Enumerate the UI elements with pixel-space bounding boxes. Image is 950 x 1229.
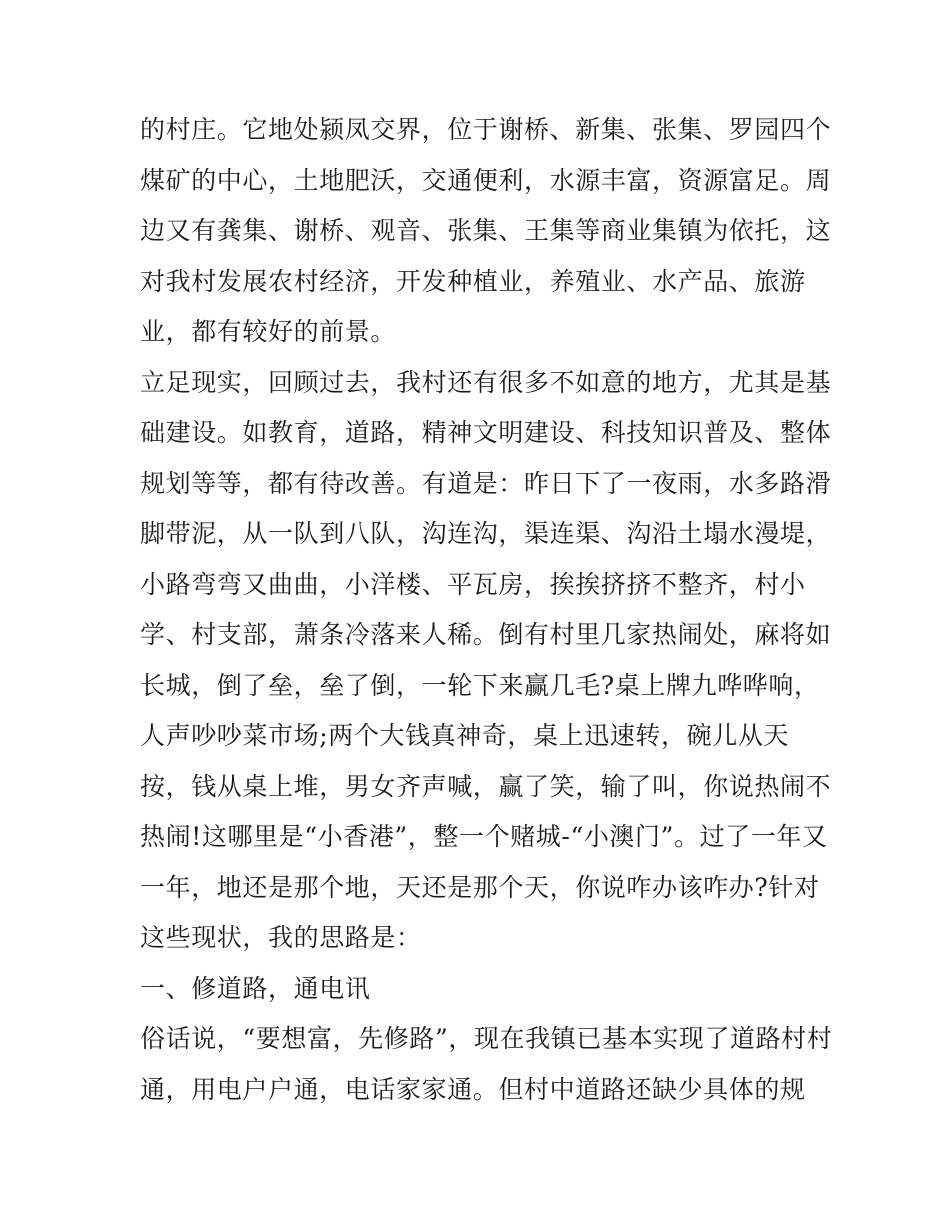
text-line: 对我村发展农村经济，开发种植业，养殖业、水产品、旅游 xyxy=(140,266,806,296)
text-line: 长城，倒了垒，垒了倒，一轮下来赢几毛?桌上牌九哗哗响， xyxy=(140,670,820,700)
text-line: 脚带泥，从一队到八队，沟连沟，渠连渠、沟沿土塌水漫堤， xyxy=(140,519,832,548)
text-line: 热闹!这哪里是“小香港”，整一个赌城-“小澳门”。过了一年又 xyxy=(140,822,828,851)
text-line: 础建设。如教育，道路，精神文明建设、科技知识普及、整体 xyxy=(140,418,832,447)
text-line: 这些现状，我的思路是： xyxy=(140,923,422,952)
text-line: 人声吵吵菜市场;两个大钱真神奇，桌上迅速转，碗儿从天 xyxy=(140,721,790,750)
document-body xyxy=(140,105,833,1115)
text-line: 按，钱从桌上堆，男女齐声喊，赢了笑，输了叫，你说热闹不 xyxy=(140,771,832,801)
text-line: 的村庄。它地处颍凤交界，位于谢桥、新集、张集、罗园四个 xyxy=(140,115,832,144)
text-line: 俗话说，“要想富，先修路”，现在我镇已基本实现了道路村村 xyxy=(140,1024,833,1053)
text-line: 一年，地还是那个地，天还是那个天，你说咋办该咋办?针对 xyxy=(140,872,820,902)
text-line: 边又有龚集、谢桥、观音、张集、王集等商业集镇为依托，这 xyxy=(140,216,832,245)
text-line: 小路弯弯又曲曲，小洋楼、平瓦房，挨挨挤挤不整齐，村小 xyxy=(140,569,806,599)
text-line: 学、村支部，萧条冷落来人稀。倒有村里几家热闹处，麻将如 xyxy=(140,620,832,649)
text-line: 业，都有较好的前景。 xyxy=(140,317,397,346)
text-line: 煤矿的中心，土地肥沃，交通便利，水源丰富，资源富足。周 xyxy=(140,165,832,195)
section-heading: 一、修道路，通电讯 xyxy=(140,973,371,1003)
text-line: 立足现实，回顾过去，我村还有很多不如意的地方，尤其是基 xyxy=(140,367,832,397)
text-line: 规划等等，都有待改善。有道是：昨日下了一夜雨，水多路滑 xyxy=(140,468,832,498)
text-line: 通，用电户户通，电话家家通。但村中道路还缺少具体的规 xyxy=(140,1074,806,1104)
